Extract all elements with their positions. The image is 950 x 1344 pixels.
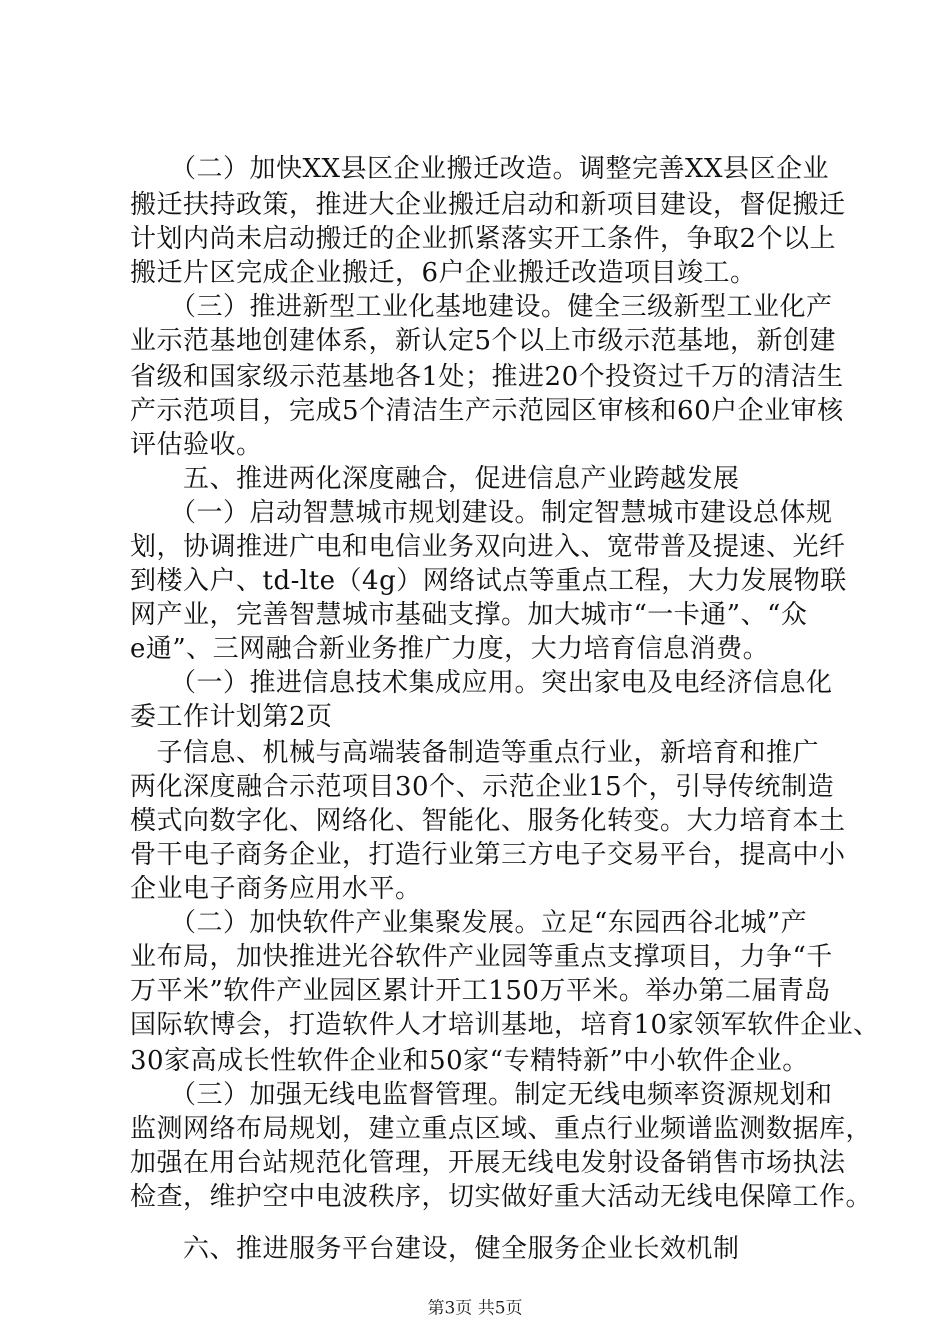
- page-footer: 第3页 共5页: [427, 1298, 523, 1319]
- text-line: 加强在用台站规范化管理，开展无线电发射设备销售市场执法: [130, 1148, 846, 1178]
- text-line: （一）启动智慧城市规划建设。制定智慧城市建设总体规: [130, 498, 833, 528]
- text-line: 子信息、机械与高端装备制造等重点行业，新培育和推广: [130, 738, 820, 768]
- text-line: 搬迁片区完成企业搬迁，6户企业搬迁改造项目竣工。: [130, 258, 757, 288]
- text-line: 模式向数字化、网络化、智能化、服务化转变。大力培育本土: [130, 806, 846, 836]
- text-line: e通”、三网融合新业务推广力度，大力培育信息消费。: [130, 634, 770, 664]
- text-line: （三）推进新型工业化基地建设。健全三级新型工业化产: [130, 292, 833, 322]
- text-line: 监测网络布局规划，建立重点区域、重点行业频谱监测数据库，: [130, 1114, 873, 1144]
- text-line: 到楼入户、td-lte（4g）网络试点等重点工程，大力发展物联: [130, 566, 847, 596]
- text-line: 检查，维护空中电波秩序，切实做好重大活动无线电保障工作。: [130, 1182, 873, 1212]
- text-line: （二）加快XX县区企业搬迁改造。调整完善XX县区企业: [130, 154, 830, 184]
- text-line: 委工作计划第2页: [130, 702, 333, 732]
- text-line: 万平米”软件产业园区累计开工150万平米。举办第二届青岛: [130, 976, 831, 1006]
- text-line: （三）加强无线电监督管理。制定无线电频率资源规划和: [130, 1080, 833, 1110]
- text-line: 业示范基地创建体系，新认定5个以上市级示范基地，新创建: [130, 326, 837, 356]
- section-heading: 六、推进服务平台建设，健全服务企业长效机制: [130, 1234, 740, 1264]
- text-line: （一）推进信息技术集成应用。突出家电及电经济信息化: [130, 668, 833, 698]
- section-heading: 五、推进两化深度融合，促进信息产业跨越发展: [130, 464, 740, 494]
- text-line: 划，协调推进广电和电信业务双向进入、宽带普及提速、光纤: [130, 532, 846, 562]
- text-line: 省级和国家级示范基地各1处；推进20个投资过千万的清洁生: [130, 362, 844, 392]
- text-line: 网产业，完善智慧城市基础支撑。加大城市“一卡通”、“众: [130, 600, 808, 630]
- text-line: （二）加快软件产业集聚发展。立足“东园西谷北城”产: [130, 908, 808, 938]
- text-line: 30家高成长性软件企业和50家“专精特新”中小软件企业。: [130, 1046, 809, 1076]
- text-line: 计划内尚未启动搬迁的企业抓紧落实开工条件，争取2个以上: [130, 224, 837, 254]
- text-line: 企业电子商务应用水平。: [130, 874, 422, 904]
- text-line: 国际软博会，打造软件人才培训基地，培育10家领军软件企业、: [130, 1010, 880, 1040]
- text-line: 骨干电子商务企业，打造行业第三方电子交易平台，提高中小: [130, 840, 846, 870]
- text-line: 产示范项目，完成5个清洁生产示范园区审核和60户企业审核: [130, 396, 844, 426]
- text-line: 评估验收。: [130, 430, 263, 460]
- text-line: 两化深度融合示范项目30个、示范企业15个，引导传统制造: [130, 772, 835, 802]
- text-line: 搬迁扶持政策，推进大企业搬迁启动和新项目建设，督促搬迁: [130, 190, 846, 220]
- text-line: 业布局，加快推进光谷软件产业园等重点支撑项目，力争“千: [130, 942, 833, 972]
